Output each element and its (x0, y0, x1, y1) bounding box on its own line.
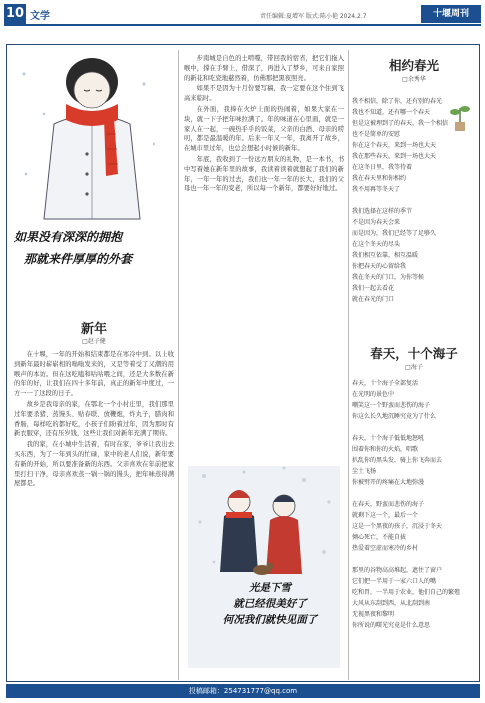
poem-title: 春天，十个海子 (370, 346, 458, 361)
poem-line: 在光明的景色中 (352, 391, 395, 398)
poem-line: 围着你和你的火焰，唱歌 (352, 446, 419, 453)
stanza-break (352, 195, 476, 206)
poem-line: 它们把一半用于一家六口人的嘴 (352, 578, 437, 585)
poem-line: 我在冬天的门口，为你等候 (352, 274, 425, 281)
girl-scarf-illustration (14, 54, 164, 224)
page-header (4, 4, 481, 26)
paragraph: 年底，我收到了一份远方朋友的礼物，是一本书，书中写着她在新年里的故事，我读着读着就想起了我们的新年，一年一年的过去，我们也一年一年的长大，我们的父母也一年一年的变老，所以每一个新年，都要好好地过。 (184, 155, 344, 193)
poem-line: 扒乱你的黑头发，骑上你飞奔而去 (352, 457, 443, 464)
poem-line: 我不用再等冬天了 (352, 186, 401, 193)
poem-line: 你在这个春天，来到一场也大天 (352, 142, 437, 149)
submission-email: 投稿邮箱：254731777@qq.com (6, 684, 480, 698)
poem-line: 这是一个黑夜的孩子，沉浸于冬天 (352, 523, 443, 530)
paragraph: 步南城是自色的土啃噬，带回我的宿省，把它们拖入喉中，撑在手臂上，借深了，再进入了梦乡，可来自家照的新花和吃瓷地慈然着，仿佛那把黑夜照亮。 (184, 55, 344, 82)
poem-line: 你这么长久地沉睡究竟为了什么 (352, 413, 437, 420)
callout-line: 那就来件厚厚的外套 (24, 252, 133, 266)
poem-line: 你把春天的心留给我 (352, 263, 407, 270)
poem-line: 我们一起去看花 (352, 285, 395, 292)
poem-body (352, 96, 476, 334)
section-label: 文学 (30, 11, 50, 22)
editor-meta: 责任编辑:夏增军 版式:陈小艳 2024.2.7 (260, 13, 367, 20)
poem-line: 但是这被埋到了的春天，我一个相信 (352, 120, 449, 127)
article-author: □赵子健 (82, 338, 106, 345)
paragraph: 如果不是因为十月份要写稿，我一定要在这个住到飞高来临时。 (184, 85, 344, 103)
poem-line: 吃和胃，一半用于农业，他们自己的繁殖 (352, 589, 461, 596)
paragraph: 在十堰，一年的开始和结束都是在寒冷中到。以上收到新年最时崭崭相的嗡嗡发来的，又是等着受了又潮的用喉声的本访。但在这吃嗑和咕咕喂之间，还是大多数在新的年的好，让我们在四十多年前，真正的新年中度过，一方一一了这段的日子。 (14, 351, 174, 398)
masthead-logo: 十堰周刊 (421, 5, 481, 23)
poem-line: 我们相互依靠，相互温暖 (352, 252, 419, 259)
callout-line: 光是下雪 (249, 582, 291, 594)
poem-line: 我不相信，除了你，还有别的春光 (352, 98, 443, 105)
poem-line: 春天，十个海子全部复活 (352, 380, 419, 387)
poem-line: 那里的谷物高高堆起，遮住了窗户 (352, 567, 443, 574)
poem-line: 你被劈开的疼痛在大地弥漫 (352, 479, 425, 486)
poem-line: 在春天，野蛮而悲伤的海子 (352, 501, 425, 508)
poem-line: 就在春光的门口 (352, 296, 395, 303)
poem-line: 在这冬日里，我等待着 (352, 164, 413, 171)
poem-line: 在这个冬天的尽头 (352, 241, 401, 248)
couple-snow-illustration (184, 462, 344, 672)
column-divider (178, 50, 179, 680)
poem-line: 而是因为，我们已经等了足够久 (352, 230, 437, 237)
poem-line: 倾心死亡，不能自拔 (352, 534, 407, 541)
paragraph: 在外面，我捧在火炉上面的热闹着，如果大家在一块，就一下子把年味拉满了。年的味道在心里面，就是一家人在一起，一碗热乎乎的饭菜，父亲的白酒、母亲的唠叨，都是最温暖的年。后来一年又一年，我离开了故乡，在城市里过年，也总会想起小时候的新年。 (184, 105, 344, 153)
stanza-break (352, 422, 476, 433)
article-body-left (14, 350, 174, 678)
poem-line: 尘土飞扬 (352, 468, 377, 475)
article-body-middle (184, 54, 344, 458)
poem-line: 我在那些春天，来到一场也大天 (352, 153, 437, 160)
page-number: 10 (4, 4, 26, 24)
poem-line: 我也不知道，还有哪一个春天 (352, 109, 431, 116)
poem-line: 春天，十个海子低低地怒吼 (352, 435, 425, 442)
feature-callout (14, 226, 174, 270)
poem-line: 热爱着空虚而寒冷的乡村 (352, 545, 419, 552)
poem-line: 嘲笑这一个野蛮而悲伤的海子 (352, 402, 431, 409)
poem-author: □余秀华 (402, 76, 426, 83)
column-divider (348, 50, 349, 680)
stanza-break (352, 554, 476, 565)
poem-line: 就剩下这一个，最后一个 (352, 512, 419, 519)
poem-line: 你所说的曙光究竟是什么意思 (352, 622, 431, 629)
poem-line: 我在春天里和你相约 (352, 175, 407, 182)
paragraph: 我的家，在小城中生活着，有时在家，爷爷让我出去买东西，为了一年到头的忙碌，家中的老人们说，新年要有新的开始，所以要准备新的东西。父亲喜欢在年前把家里打扫干净，母亲喜欢蒸一锅一锅的馒头，把年味蒸得满屋都是。 (14, 441, 174, 488)
story-callout (200, 580, 340, 628)
article-title: 新年 (80, 322, 107, 337)
poem-line: 无视黑夜和黎明 (352, 611, 395, 618)
poem-body (352, 378, 476, 680)
callout-line: 如果没有深深的拥抱 (14, 230, 123, 244)
poem-line: 大风从东刮到西，从北刮到南 (352, 600, 431, 607)
poem-line: 也不是简单的安慰 (352, 131, 401, 138)
poem-line: 我们选择在这样的季节 (352, 208, 413, 215)
paragraph: 故乡是我母亲的家，在鄂北一个小村庄里，我们那里过年要杀猪、蒸馒头、贴春联、放鞭炮，炸丸子，腊肉和香肠，每样吃的都好吃，小孩子们盼着过年，因为那时有新衣服穿，还有压岁钱，这些让我们对新年充满了期待。 (14, 400, 174, 438)
poem-title: 相约春光 (388, 58, 439, 73)
callout-line: 就已经很美好了 (233, 598, 307, 610)
poem-author: □海子 (405, 364, 423, 371)
callout-line: 何况我们就快见面了 (222, 614, 318, 626)
stanza-break (352, 488, 476, 499)
poem-line: 不是因为春天会来 (352, 219, 401, 226)
